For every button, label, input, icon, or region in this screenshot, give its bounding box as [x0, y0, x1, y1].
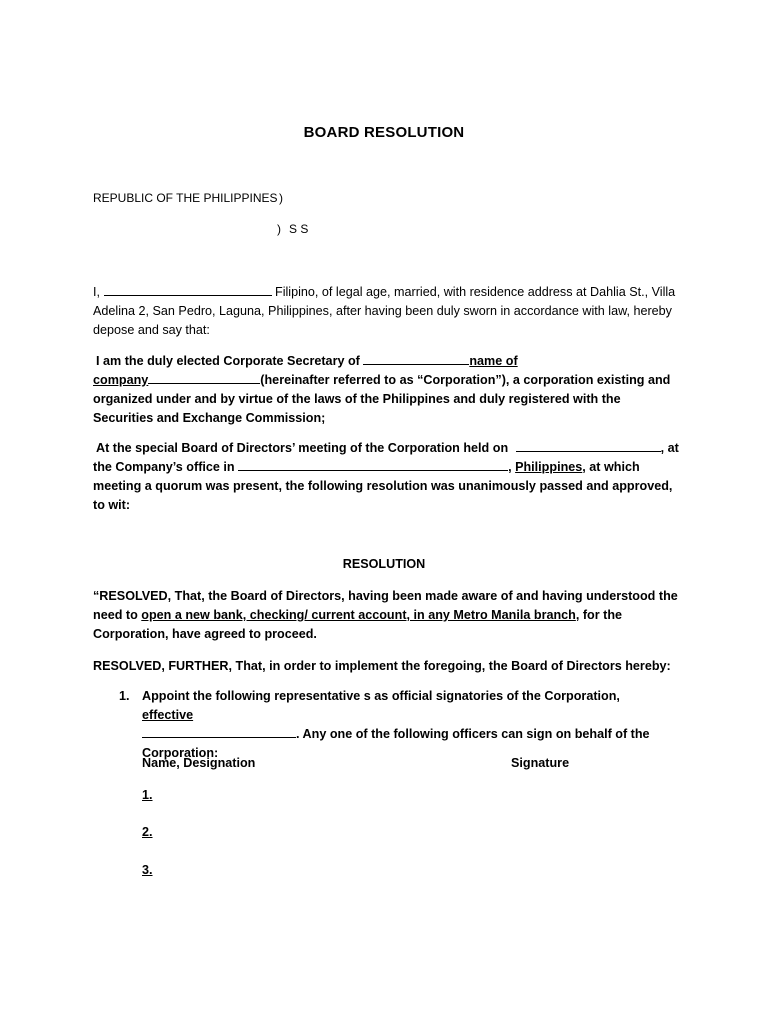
venue-paren-1: ) [279, 191, 283, 205]
resolved-further-paragraph: RESOLVED, FURTHER, That, in order to implement the foregoing, the Board of Directors hereby: [93, 659, 671, 673]
secretary-name-of: name of [469, 354, 518, 368]
item-1-number: 1. [119, 689, 130, 703]
secretary-company: company [93, 373, 149, 387]
resolved-suffix: , for the Corporation, have agreed to proceed. [93, 608, 623, 641]
item-1-body [142, 687, 672, 763]
meeting-comma: , [508, 460, 512, 474]
item-1-suffix: . Any one of the following officers can sign on behalf of the Corporation: [142, 727, 650, 760]
signatory-1[interactable]: 1. [142, 788, 153, 802]
column-name-designation: Name, Designation [142, 756, 256, 770]
document-title: BOARD RESOLUTION [303, 124, 465, 141]
resolved-prefix: “RESOLVED, That, the Board of Directors, having been made aware of and having understood the need to [93, 589, 678, 622]
venue-ss: S S [289, 222, 309, 236]
meeting-prefix: At the special Board of Directors’ meeting of the Corporation held on [96, 441, 509, 455]
resolution-heading: RESOLUTION [342, 557, 426, 571]
meeting-location-blank[interactable] [238, 458, 508, 471]
affiant-paragraph [93, 283, 683, 340]
secretary-prefix: I am the duly elected Corporate Secretary of [96, 354, 360, 368]
secretary-company-blank-2[interactable] [148, 371, 260, 384]
meeting-philippines: Philippines [515, 460, 583, 474]
venue-paren-2: ) [277, 222, 281, 236]
affiant-prefix: I, [93, 285, 100, 299]
signatory-2[interactable]: 2. [142, 825, 153, 839]
venue-republic: REPUBLIC OF THE PHILIPPINES [93, 191, 278, 205]
item-1-effective: effective [142, 708, 194, 722]
secretary-company-blank[interactable] [363, 352, 469, 365]
meeting-at: , at [660, 441, 679, 455]
meeting-date-blank[interactable] [516, 439, 661, 452]
column-signature: Signature [511, 756, 570, 770]
item-1-prefix: Appoint the following representative s as official signatories of the Corporation, [142, 689, 620, 703]
affiant-name-blank[interactable] [104, 283, 272, 296]
resolved-paragraph [93, 587, 683, 644]
secretary-suffix: (hereinafter referred to as “Corporation”), a corporation existing and organized under and by virtue of the laws of the Philippines and duly registered with the Securities and Exchange Commission; [93, 373, 671, 425]
signatory-3[interactable]: 3. [142, 863, 153, 877]
secretary-paragraph [93, 352, 683, 428]
item-1-effective-date-blank[interactable] [142, 725, 296, 738]
meeting-office: the Company’s office in [93, 460, 235, 474]
resolved-underlined: open a new bank, checking/ current account, in any Metro Manila branch [141, 608, 576, 622]
meeting-paragraph [93, 439, 683, 515]
meeting-suffix: , at which meeting a quorum was present, the following resolution was unanimously passed and approved, to wit: [93, 460, 673, 512]
affiant-text: Filipino, of legal age, married, with residence address at Dahlia St., Villa Adelina 2, San Pedro, Laguna, Philippines, after having been duly sworn in accordance with law, hereby depose and say that: [93, 285, 676, 337]
